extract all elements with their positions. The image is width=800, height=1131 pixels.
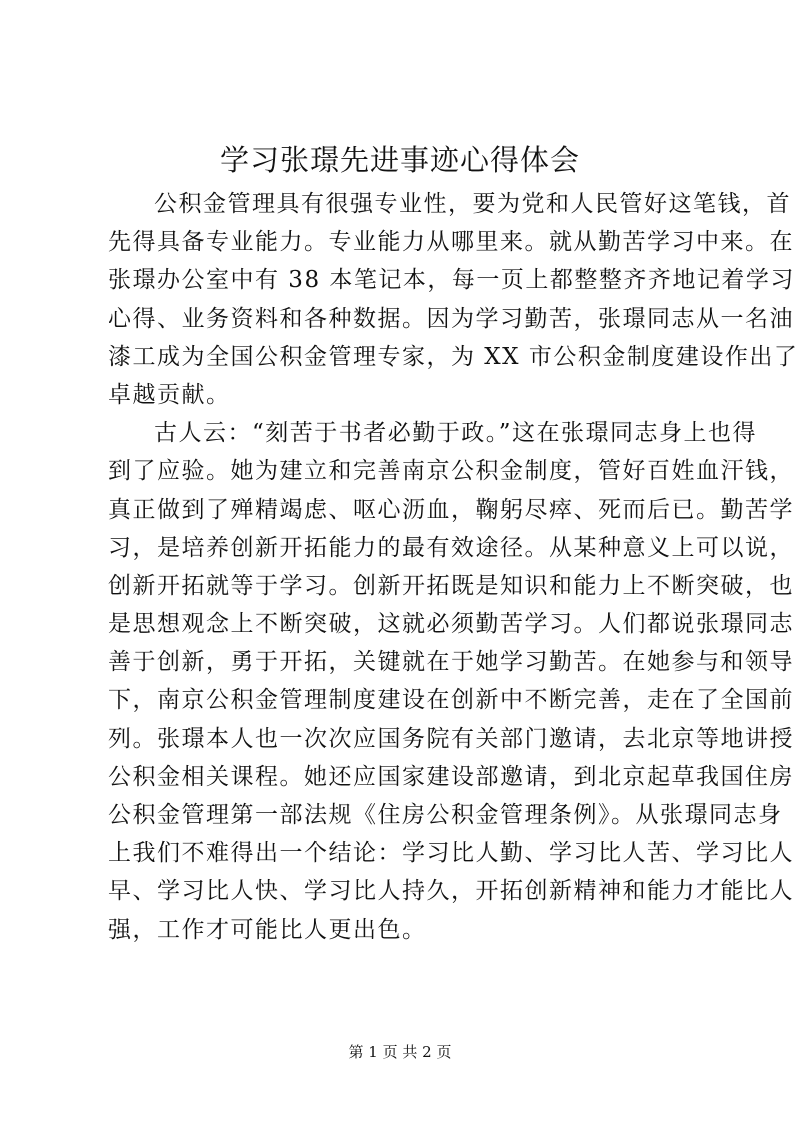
page-number: 第 1 页 共 2 页 xyxy=(348,1043,452,1061)
text-line: 创新开拓就等于学习。创新开拓既是知识和能力上不断突破，也 xyxy=(108,572,794,599)
text-line: 善于创新，勇于开拓，关键就在于她学习勤苦。在她参与和领导 xyxy=(108,649,794,676)
text-line: 先得具备专业能力。专业能力从哪里来。就从勤苦学习中来。在 xyxy=(108,229,794,256)
text-line: 漆工成为全国公积金管理专家，为 XX 市公积金制度建设作出了 xyxy=(108,343,799,370)
text-line: 古人云：“刻苦于书者必勤于政。”这在张璟同志身上也得 xyxy=(154,420,758,447)
paragraph-1 xyxy=(108,185,799,414)
text-line: 列。张璟本人也一次次应国务院有关部门邀请，去北京等地讲授 xyxy=(108,725,794,752)
text-line: 下，南京公积金管理制度建设在创新中不断完善，走在了全国前 xyxy=(108,687,794,714)
page-footer xyxy=(0,1042,800,1062)
text-line: 习，是培养创新开拓能力的最有效途径。从某种意义上可以说， xyxy=(108,534,794,561)
paragraph-2 xyxy=(108,414,794,949)
text-line: 公积金管理具有很强专业性，要为党和人民管好这笔钱，首 xyxy=(154,191,791,217)
document-body xyxy=(108,185,799,949)
text-line: 张璟办公室中有 38 本笔记本，每一页上都整整齐齐地记着学习 xyxy=(108,267,795,294)
text-line: 公积金相关课程。她还应国家建设部邀请，到北京起草我国住房 xyxy=(108,763,794,790)
text-line: 早、学习比人快、学习比人持久，开拓创新精神和能力才能比人 xyxy=(108,878,794,905)
text-line: 真正做到了殚精竭虑、呕心沥血，鞠躬尽瘁、死而后已。勤苦学 xyxy=(108,496,794,523)
text-line: 是思想观念上不断突破，这就必须勤苦学习。人们都说张璟同志 xyxy=(108,611,794,638)
text-line: 心得、业务资料和各种数据。因为学习勤苦，张璟同志从一名油 xyxy=(108,305,794,332)
text-line: 强，工作才可能比人更出色。 xyxy=(108,916,427,943)
document-title: 学习张璟先进事迹心得体会 xyxy=(219,143,580,177)
text-line: 上我们不难得出一个结论：学习比人勤、学习比人苦、学习比人 xyxy=(108,840,794,867)
text-line: 卓越贡献。 xyxy=(108,381,231,408)
text-line: 公积金管理第一部法规《住房公积金管理条例》。从张璟同志身 xyxy=(108,802,783,828)
text-line: 到了应验。她为建立和完善南京公积金制度，管好百姓血汗钱， xyxy=(108,458,794,485)
